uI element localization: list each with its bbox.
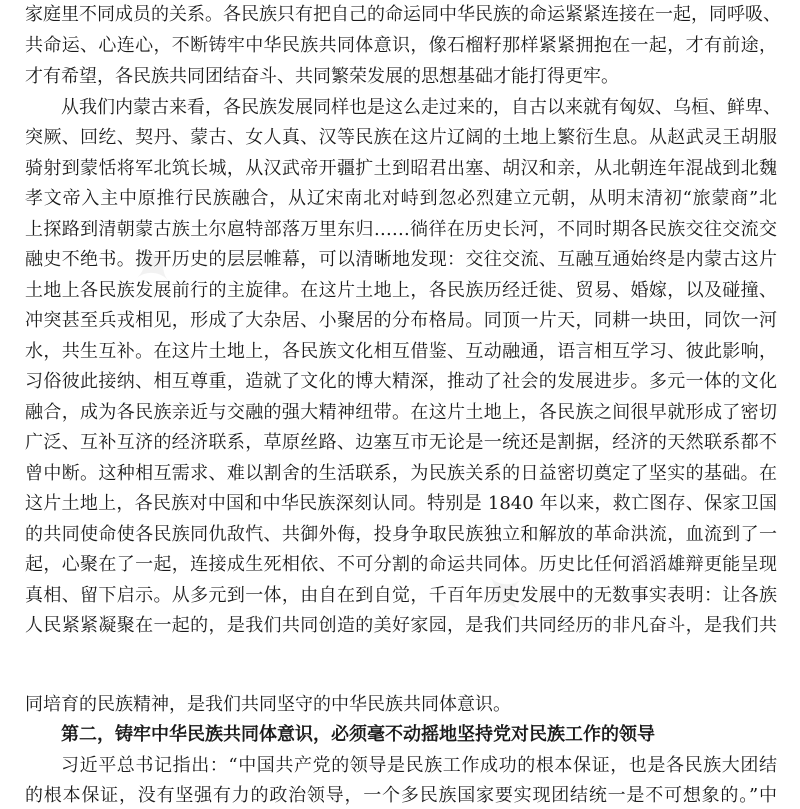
text-line: 骑射到蒙恬将军北筑长城，从汉武帝开疆扩土到昭君出塞、胡汉和亲，从北朝连年混战到北魏: [25, 158, 777, 179]
text-line: 起，心聚在了一起，连接成生死相依、不可分割的命运共同体。历史比任何滔滔雄辩更能呈现: [25, 554, 777, 575]
text-line: 的共同使命使各民族同仇敌忾、共御外侮，投身争取民族独立和解放的革命洪流，血流到了一: [25, 524, 777, 545]
paragraph-start: 习近平总书记指出：“中国共产党的领导是民族工作成功的根本保证，也是各民族大团结: [61, 755, 777, 776]
text-line: 真相、留下启示。从多元到一体，由自在到自觉，千百年历史发展中的无数事实表明：让各族: [25, 585, 777, 606]
text-line: 广泛、互补互济的经济联系，草原丝路、边塞互市无论是一统还是割据，经济的天然联系都不: [25, 432, 777, 453]
text-line: 这片土地上，各民族对中国和中华民族深刻认同。特别是 1840 年以来，救亡图存、保家卫国: [25, 493, 777, 514]
paragraph-start: 从我们内蒙古来看，各民族发展同样也是这么走过来的，自古以来就有匈奴、乌桓、鲜卑、: [61, 97, 781, 118]
text-line: 融合，成为各民族亲近与交融的强大精神纽带。在这片土地上，各民族之间很早就形成了密切: [25, 402, 777, 423]
text-line: 共命运、心连心，不断铸牢中华民族共同体意识，像石榴籽那样紧紧拥抱在一起，才有前途，: [25, 35, 777, 56]
text-line: 同培育的民族精神，是我们共同坚守的中华民族共同体意识。: [25, 694, 511, 715]
text-line: 融史不绝书。拨开历史的层层帷幕，可以清晰地发现：交往交流、互融互通始终是内蒙古这片: [25, 249, 777, 270]
section-heading: 第二，铸牢中华民族共同体意识，必须毫不动摇地坚持党对民族工作的领导: [61, 724, 655, 745]
text-line: 的根本保证，没有坚强有力的政治领导，一个多民族国家要实现团结统一是不可想象的。”中: [25, 785, 777, 806]
text-line: 习俗彼此接纳、相互尊重，造就了文化的博大精深，推动了社会的发展进步。多元一体的文化: [25, 371, 777, 392]
text-line: 曾中断。这种相互需求、难以割舍的生活联系，为民族关系的日益密切奠定了坚实的基础。在: [25, 463, 777, 484]
text-line: 水，共生互补。在这片土地上，各民族文化相互借鉴、互动融通，语言相互学习、彼此影响，: [25, 341, 777, 362]
text-line: 才有希望，各民族共同团结奋斗、共同繁荣发展的思想基础才能打得更牢。: [25, 66, 619, 87]
text-line: 冲突甚至兵戎相见，形成了大杂居、小聚居的分布格局。同顶一片天，同耕一块田，同饮一河: [25, 310, 777, 331]
watermark: ✦: [463, 552, 547, 638]
text-line: 孝文帝入主中原推行民族融合，从辽宋南北对峙到忽必烈建立元朝，从明末清初“旅蒙商”北: [25, 188, 777, 209]
text-line: 突厥、回纥、契丹、蒙古、女人真、汉等民族在这片辽阔的土地上繁衍生息。从赵武灵王胡服: [25, 127, 777, 148]
text-line: 人民紧紧凝聚在一起的，是我们共同创造的美好家园，是我们共同经历的非凡奋斗，是我们共: [25, 615, 777, 636]
text-line: 上探路到清朝蒙古族土尔扈特部落万里东归……徜徉在历史长河，不同时期各民族交往交流交: [25, 219, 777, 240]
text-line: 土地上各民族发展前行的主旋律。在这片土地上，各民族历经迁徙、贸易、婚嫁，以及碰撞、: [25, 280, 777, 301]
text-line: 家庭里不同成员的关系。各民族只有把自己的命运同中华民族的命运紧紧连接在一起，同呼吸、: [25, 4, 781, 25]
watermark: ✦: [113, 222, 197, 308]
